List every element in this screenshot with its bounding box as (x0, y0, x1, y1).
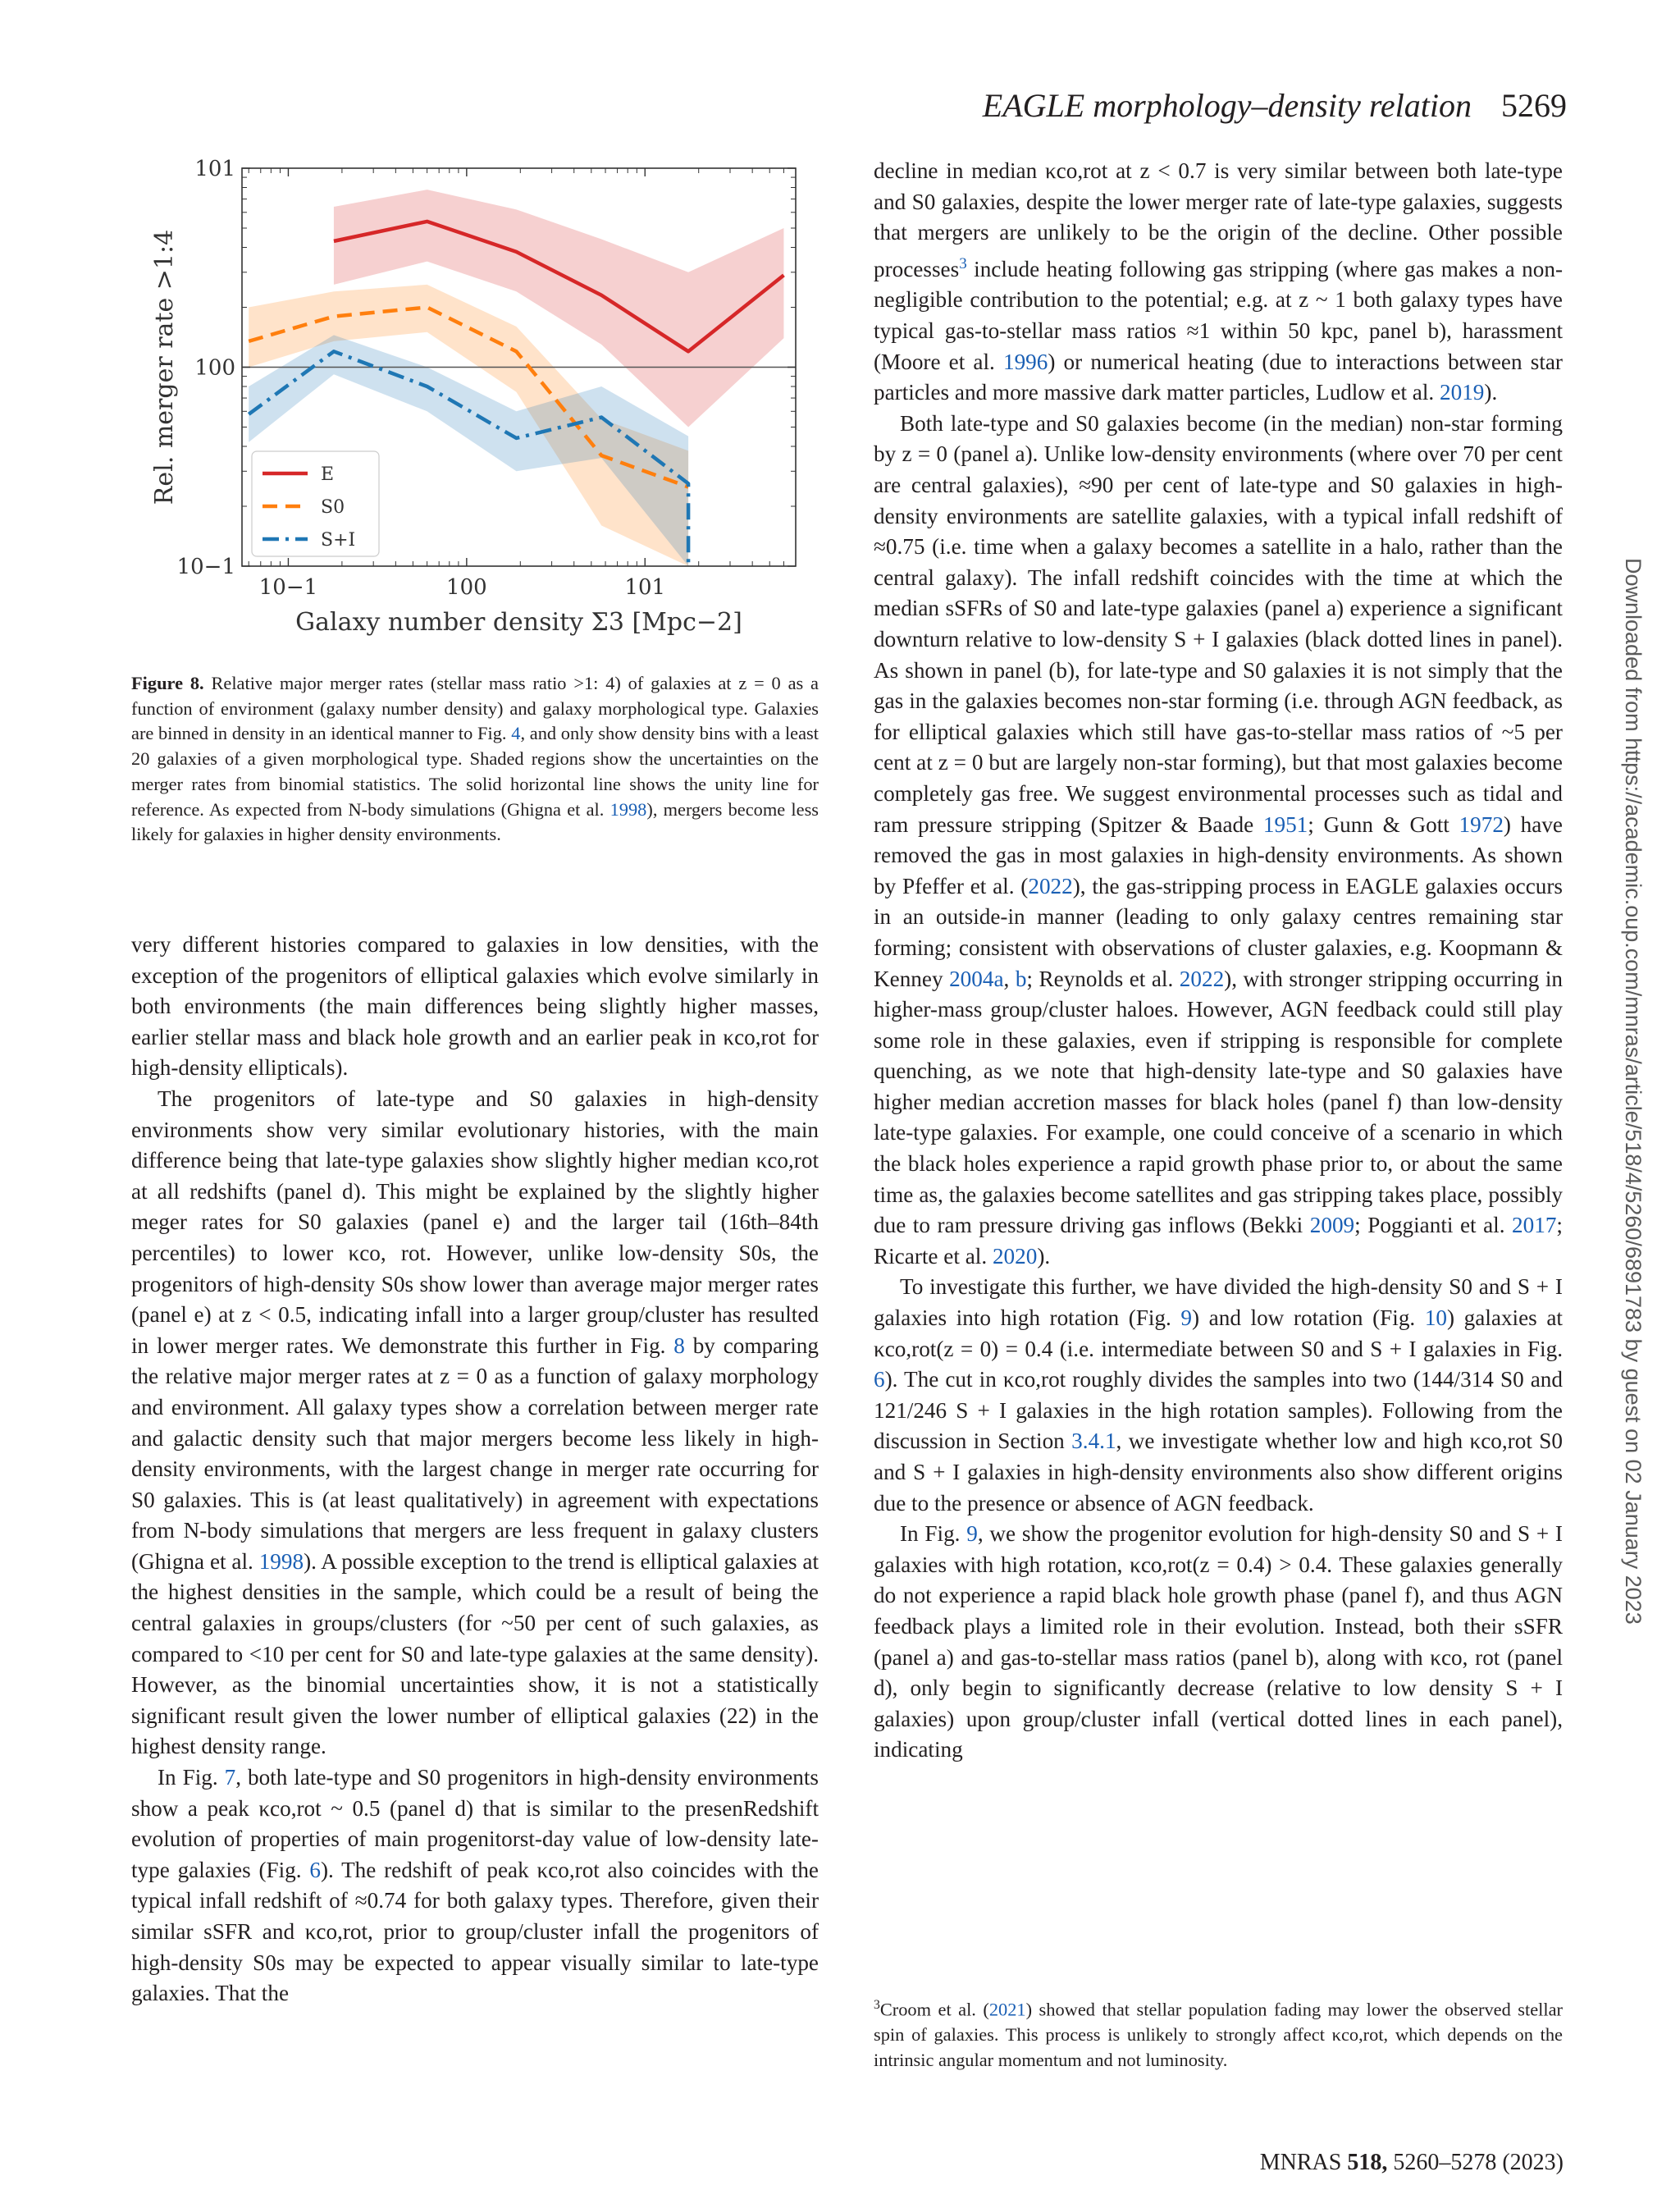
x-tick-label: 100 (446, 575, 487, 600)
footer-journal: MNRAS (1259, 2150, 1348, 2175)
page-footer (1260, 2150, 1564, 2176)
left-paragraph-1: very different histories compared to galaxies in low densities, with the exception of the progenitors of elliptical galaxies which evolve similarly in both environments (the main differences being slightly higher masses, earlier stellar mass and black hole growth and an earlier peak in κco,rot for high-density ellipticals). (131, 932, 819, 1081)
text-run: ; Reynolds et al. (1026, 966, 1180, 991)
link-ghigna-1998[interactable]: 1998 (258, 1548, 304, 1574)
link-fig7[interactable]: 7 (224, 1765, 236, 1790)
left-paragraph-2 (131, 1084, 819, 1762)
caption-link-ghigna[interactable]: 1998 (609, 798, 647, 820)
caption-link-fig4[interactable]: 4 (511, 723, 521, 744)
caption-text-3: ), mergers become less likely for galaxies in higher density environments. (131, 798, 819, 845)
right-paragraph-4 (874, 1519, 1563, 1766)
footnote-mark-3[interactable]: 3 (959, 254, 967, 272)
footer-pages: 5260–5278 (2023) (1387, 2150, 1564, 2175)
x-tick-label: 10−1 (258, 575, 318, 600)
link-croom-2021[interactable]: 2021 (988, 1999, 1026, 2020)
text-run: , both late-type and S0 progenitors in high-density environments show a peak κco,rot ~ 0.5 (panel d) that is similar to the presenRedshift evolution of properties of main progenitorst-day value of low-density late-type galaxies (Fig. (131, 1765, 819, 1882)
text-run: ). The redshift of peak κco,rot also coincides with the typical infall redshift of ≈0.74 for both galaxy types. Therefore, given their similar sSFR and κco,rot, prior to group/cluster infall the progenitors of high-density S0s may be expected to appear visually similar to late-type galaxies. That the (131, 1857, 819, 2006)
text-run: ). (1484, 380, 1498, 405)
y-tick-label: 101 (194, 157, 235, 181)
link-koopmann-2004b[interactable]: b (1015, 966, 1027, 991)
text-run: ; Gunn & Gott (1308, 811, 1459, 837)
link-section-3-4-1[interactable]: 3.4.1 (1071, 1429, 1116, 1454)
text-run: by comparing the relative major merger rates at z = 0 as a function of galaxy morphology and environment. All galaxy types show a correlation between merger rate and galactic density such that major mergers become less likely in high-density environments, with the largest change in merger rate occurring for S0 galaxies. This is (at least qualitatively) in agreement with expectations from N-body simulations that mergers are less frequent in galaxy clusters (Ghigna et al. (131, 1333, 819, 1574)
text-run: Croom et al. ( (879, 1999, 989, 2020)
running-head-title: EAGLE morphology–density relation (982, 87, 1472, 124)
link-gunn-1972[interactable]: 1972 (1459, 811, 1504, 837)
text-run: ; Ricarte et al. (874, 1213, 1563, 1269)
text-run: In Fig. (900, 1521, 967, 1547)
text-run: decline in median κco,rot at z < 0.7 is very similar between both late-type and S0 galaxies, despite the lower merger rate of late-type galaxies, suggests that mergers are unlikely to be the origin of the decline. Other possible processes (874, 158, 1563, 281)
text-run: ) showed that stellar population fading may lower the observed stellar spin of galaxies. This process is unlikely to strongly affect κco,rot, which depends on the intrinsic angular momentum and not luminosity. (874, 1999, 1563, 2071)
caption-label: Figure 8. (131, 673, 204, 693)
left-paragraph-3 (131, 1762, 819, 2009)
link-moore-1996[interactable]: 1996 (1002, 349, 1048, 374)
text-run: ) and low rotation (Fig. (1192, 1305, 1425, 1331)
caption-text-2: , and only show density bins with a least 20 galaxies of a given morphological type. Shaded regions show the uncertainties on the merger rates from binomial statistics. The solid horizontal line shows the unity line for reference. As expected from N-body simulations (Ghigna et al. (131, 723, 819, 820)
figure-caption (131, 671, 819, 848)
right-paragraph-2 (874, 409, 1563, 1273)
link-bekki-2009[interactable]: 2009 (1309, 1213, 1355, 1238)
text-run: Both late-type and S0 galaxies become (in the median) non-star forming by z = 0 (panel a). Unlike low-density environments (where over 70 per cent are central galaxies), ≈90 per cent of late-type and S0 galaxies in high-density environments are satellite galaxies, with a typical infall redshift of ≈0.75 (i.e. time when a galaxy becomes a satellite in a halo, rather than the central galaxy). The infall redshift coincides with the time at which the median sSFRs of S0 and late-type galaxies (panel a) experience a significant downturn relative to low-density S + I galaxies (black dotted lines in panel). As shown in panel (b), for late-type and S0 galaxies it is not simply that the gas in the galaxies becomes non-star forming (i.e. through AGN feedback, as for elliptical galaxies which still have gas-to-stellar mass ratios of ~5 per cent at z = 0 but are largely non-star forming), but that most galaxies become completely gas free. We suggest environmental processes such as tidal and ram pressure stripping (Spitzer & Baade (874, 410, 1563, 837)
legend-label: E (321, 464, 335, 485)
link-fig9[interactable]: 9 (966, 1521, 978, 1547)
right-paragraph-1 (874, 156, 1563, 409)
text-run: , we show the progenitor evolution for high-density S0 and S + I galaxies with high rotation, κco,rot(z = 0.4) > 0.4. These galaxies generally do not experience a rapid black hole growth phase (panel f), and thus AGN feedback plays a limited role in their evolution. Instead, both their sSFR (panel a) and gas-to-stellar mass ratios (panel b), along with κco, rot (panel d), only begin to significantly decrease (relative to low density S + I galaxies) upon group/cluster infall (vertical dotted lines in each panel), indicating (874, 1521, 1563, 1762)
text-run: ). A possible exception to the trend is elliptical galaxies at the highest densities in the sample, which could be a result of being the central galaxies in groups/clusters (for ~50 per cent of such galaxies, as compared to <10 per cent for S0 and late-type galaxies at the same density). However, as the binomial uncertainties show, it is not a statistically significant result given the lower number of elliptical galaxies (22) in the highest density range. (131, 1548, 819, 1759)
link-fig6[interactable]: 6 (309, 1857, 321, 1882)
link-fig10[interactable]: 10 (1424, 1305, 1448, 1331)
link-fig6[interactable]: 6 (874, 1367, 885, 1392)
page-number: 5269 (1501, 87, 1567, 124)
text-run: ), the gas-stripping process in EAGLE galaxies occurs in an outside-in manner (leading to only galaxy centres remaining star forming; consistent with observations of cluster galaxies, e.g. Koopmann & Kenney (874, 873, 1563, 991)
link-pfeffer-2022[interactable]: 2022 (1028, 873, 1073, 898)
download-notice[interactable]: Downloaded from https://academic.oup.com/mnras/article/518/4/5260/6891783 by guest on 02 January 2023 (1621, 558, 1646, 1625)
text-run: , (1003, 966, 1016, 991)
text-run: To investigate this further, we have divided the high-density S0 and S + I galaxies into high rotation (Fig. (874, 1274, 1563, 1331)
footnote-number: 3 (874, 1998, 880, 2012)
text-run: ). (1037, 1243, 1051, 1269)
link-koopmann-2004a[interactable]: 2004a (949, 966, 1004, 991)
text-run: The progenitors of late-type and S0 galaxies in high-density environments show very similar evolutionary histories, with the main difference being that late-type galaxies show slightly higher median κco,rot at all redshifts (panel d). This might be explained by the slightly higher meger rates for S0 galaxies (panel e) and the larger tail (16th–84th percentiles) to lower κco, rot. However, unlike low-density S0s, the progenitors of high-density S0s show lower than average major merger rates (panel e) at z < 0.5, indicating infall into a larger group/cluster has resulted in lower merger rates. We demonstrate this further in Fig. (131, 1086, 819, 1358)
x-tick-label: 101 (624, 575, 666, 600)
text-run: ), with stronger stripping occurring in higher-mass group/cluster haloes. However, AGN feedback could still play some role in these galaxies, even if stripping is responsible for complete quenching, as we note that high-density late-type and S0 galaxies have higher median accretion masses for black holes (panel f) than low-density late-type galaxies. For example, one could conceive of a scenario in which the black holes experience a rapid growth phase prior to, or about the same time as, the galaxies become satellites and gas stripping takes place, possibly due to ram pressure driving gas inflows (Bekki (874, 966, 1563, 1238)
link-ricarte-2020[interactable]: 2020 (992, 1243, 1038, 1269)
merger-rate-plot (139, 152, 820, 644)
link-fig9[interactable]: 9 (1180, 1305, 1193, 1331)
left-column (131, 930, 819, 2009)
link-fig8[interactable]: 8 (673, 1333, 685, 1358)
legend-label: S+I (321, 530, 356, 551)
y-axis-label: Rel. merger rate >1:4 (150, 229, 179, 505)
legend (252, 451, 379, 556)
x-axis-label: Galaxy number density Σ3 [Mpc−2] (295, 608, 742, 637)
legend-label: S0 (321, 497, 345, 518)
text-run: ) have removed the gas in most galaxies in high-density environments. As shown by Pfeffer et al. ( (874, 811, 1563, 898)
y-tick-label: 10−1 (176, 555, 235, 579)
right-column (874, 156, 1563, 1766)
text-run: ; Poggianti et al. (1354, 1213, 1513, 1238)
y-tick-label: 100 (194, 355, 235, 381)
footer-volume: 518, (1347, 2150, 1388, 2175)
link-spitzer-1951[interactable]: 1951 (1262, 811, 1308, 837)
footnote (874, 1992, 1563, 2073)
text-run: ). The cut in κco,rot roughly divides the samples into two (144/314 S0 and 121/246 S + I galaxies in the high rotation samples). Following from the discussion in Section (874, 1367, 1563, 1454)
text-run: ) galaxies at κco,rot(z = 0) = 0.4 (i.e. intermediate between S0 and S + I galaxies in Fig. (874, 1305, 1563, 1361)
link-ludlow-2019[interactable]: 2019 (1440, 380, 1485, 405)
figure-8-chart (139, 152, 820, 644)
caption-text-1: Relative major merger rates (stellar mass ratio >1: 4) of galaxies at z = 0 as a function of environment (galaxy number density) and galaxy morphological type. Galaxies are binned in density in an identical manner to Fig. (131, 673, 819, 744)
link-reynolds-2022[interactable]: 2022 (1179, 966, 1225, 991)
text-run: , we investigate whether low and high κco,rot S0 and S + I galaxies in high-density environments also show different origins due to the presence or absence of AGN feedback. (874, 1429, 1563, 1515)
text-run: include heating following gas stripping (where gas makes a non-negligible contribution to the potential; e.g. at z ~ 1 both galaxy types have typical gas-to-stellar mass ratios ≈1 within 50 kpc, panel b), harassment (Moore et al. (874, 256, 1563, 374)
link-poggianti-2017[interactable]: 2017 (1512, 1213, 1557, 1238)
right-paragraph-3 (874, 1272, 1563, 1519)
text-run: ) or numerical heating (due to interactions between star particles and more massive dark matter particles, Ludlow et al. (874, 349, 1563, 405)
text-run: In Fig. (158, 1765, 225, 1790)
running-head (902, 86, 1567, 125)
